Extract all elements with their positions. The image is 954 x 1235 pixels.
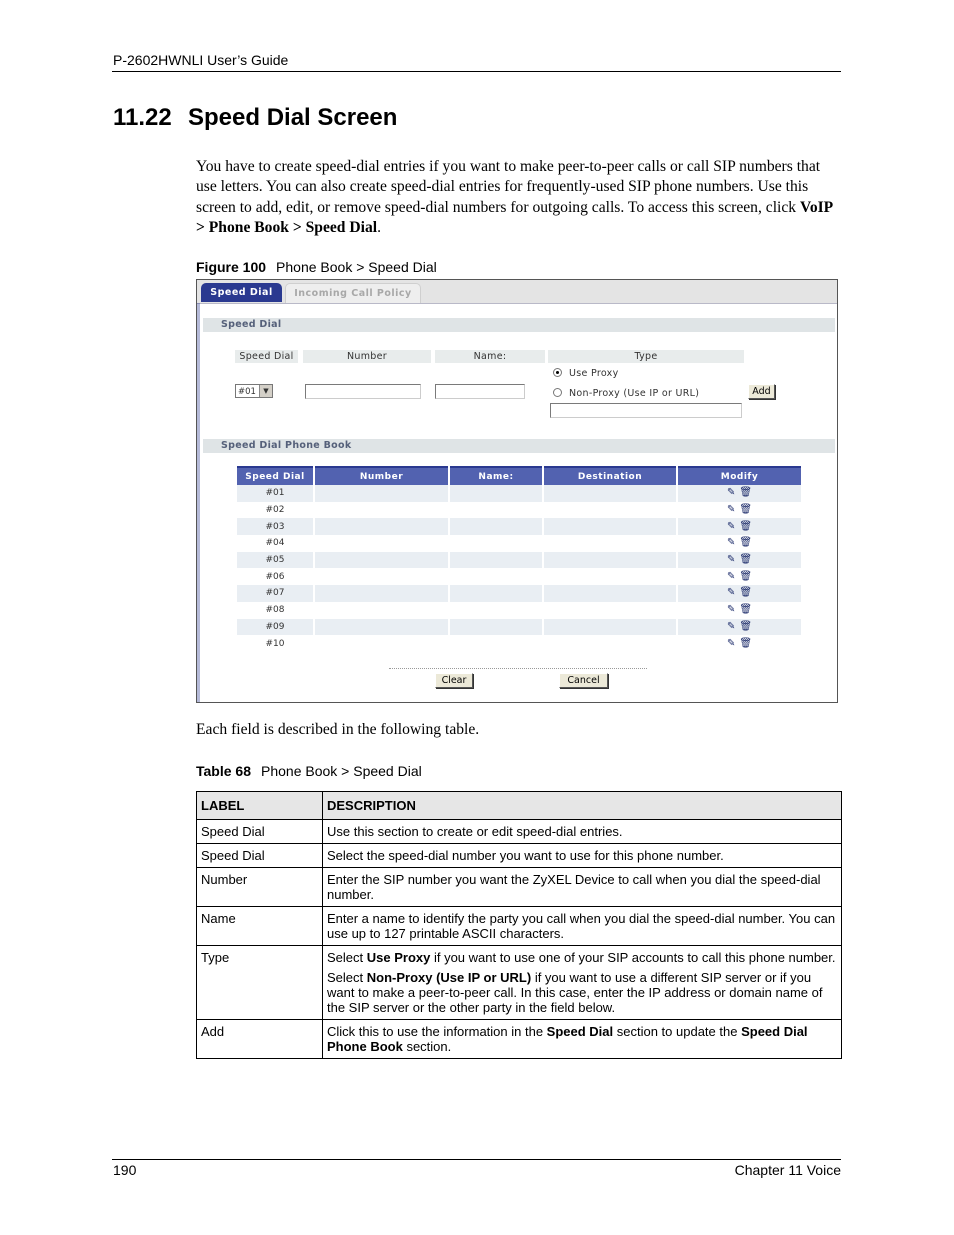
type-non-proxy-paragraph: Select Non-Proxy (Use IP or URL) if you want to use a different SIP server or if you want to make a peer-to-peer call. In this case, enter the IP address or domain name of the SIP server or the other party in the field below.	[327, 970, 823, 1015]
delete-icon[interactable]: 🗑	[739, 604, 753, 616]
speed-dial-cell: #06	[265, 571, 285, 582]
speed-dial-label: Speed Dial	[235, 350, 298, 363]
speed-dial-section-bar: Speed Dial	[203, 318, 835, 332]
table-row	[197, 907, 842, 946]
table-row	[237, 585, 801, 602]
row-description	[323, 946, 842, 1020]
row-description: Enter a name to identify the party you call when you dial the speed-dial number. You can use up to 127 printable ASCII characters.	[323, 907, 842, 946]
type-use-proxy-paragraph: Select Use Proxy if you want to use one of your SIP accounts to call this phone number.	[327, 950, 836, 965]
use-proxy-radio[interactable]	[553, 368, 562, 377]
edit-icon[interactable]: ✎	[726, 520, 736, 532]
row-description: Enter the SIP number you want the ZyXEL Device to call when you dial the speed-dial number.	[323, 868, 842, 907]
speed-dial-cell: #09	[237, 619, 313, 636]
speed-dial-cell: #08	[265, 605, 285, 616]
table-label: Table 68	[196, 763, 251, 779]
modify-cell	[678, 568, 801, 585]
footer-rule	[112, 1159, 841, 1160]
edit-icon[interactable]: ✎	[726, 637, 736, 649]
description-table	[196, 791, 842, 1059]
description-header: DESCRIPTION	[323, 792, 842, 820]
tab-incoming-call-policy[interactable]: Incoming Call Policy	[285, 283, 421, 303]
guide-title: P-2602HWNLI User’s Guide	[113, 52, 289, 68]
delete-icon[interactable]: 🗑	[739, 570, 753, 582]
phone-book-section-bar: Speed Dial Phone Book	[203, 439, 835, 453]
table-row	[237, 535, 801, 552]
phone-book-table	[235, 466, 803, 652]
col-speed-dial: Speed Dial	[237, 466, 313, 485]
row-label: Speed Dial	[197, 820, 323, 844]
non-proxy-radio[interactable]	[553, 388, 562, 397]
speed-dial-cell: #03	[237, 518, 313, 535]
desc-header-row	[197, 792, 842, 820]
speed-dial-screenshot	[196, 279, 838, 703]
row-description: Click this to use the information in the Speed Dial section to update the Speed Dial Phone Book section.	[323, 1020, 842, 1059]
destination-input[interactable]	[550, 403, 742, 418]
speed-dial-cell: #01	[237, 485, 313, 502]
table-row	[197, 868, 842, 907]
intro-paragraph	[196, 157, 841, 239]
delete-icon[interactable]: 🗑	[739, 587, 753, 599]
table-row	[237, 619, 801, 636]
figure-caption	[196, 259, 437, 275]
table-row	[237, 568, 801, 585]
delete-icon[interactable]: 🗑	[739, 504, 753, 516]
modify-cell	[678, 619, 801, 636]
edit-icon[interactable]: ✎	[726, 537, 736, 549]
chapter-label: Chapter 11 Voice	[734, 1162, 841, 1178]
col-number: Number	[315, 466, 448, 485]
table-caption	[196, 763, 422, 779]
col-name: Name:	[450, 466, 542, 485]
speed-dial-cell: #05	[237, 552, 313, 569]
modify-cell	[678, 502, 801, 519]
table-row	[237, 635, 801, 652]
non-proxy-label: Non-Proxy (Use IP or URL)	[569, 388, 700, 399]
table-row	[237, 602, 801, 619]
cancel-button[interactable]: Cancel	[559, 673, 608, 688]
chevron-down-icon[interactable]: ▼	[259, 385, 272, 397]
col-modify: Modify	[678, 466, 801, 485]
edit-icon[interactable]: ✎	[726, 487, 736, 499]
modify-cell	[678, 518, 801, 535]
edit-icon[interactable]: ✎	[726, 620, 736, 632]
page-number: 190	[113, 1162, 137, 1178]
modify-cell	[678, 635, 801, 652]
row-description: Select the speed-dial number you want to use for this phone number.	[323, 844, 842, 868]
tab-bar	[197, 280, 837, 304]
phone-book-header-row	[237, 466, 801, 485]
modify-cell	[678, 602, 801, 619]
delete-icon[interactable]: 🗑	[739, 487, 753, 499]
intro-text: You have to create speed-dial entries if you want to make peer-to-peer calls or call SIP numbers that use letters. You can also create speed-dial entries for frequently-used SIP phone numbers. Use this screen to add, edit, or remove speed-dial numbers for outgoing calls. To access this screen, click	[196, 158, 821, 216]
frame-edge	[197, 303, 200, 702]
name-input[interactable]	[435, 384, 525, 399]
table-row	[197, 946, 842, 1020]
tab-speed-dial[interactable]: Speed Dial	[201, 283, 282, 302]
speed-dial-select[interactable]	[235, 384, 273, 398]
edit-icon[interactable]: ✎	[726, 554, 736, 566]
section-title	[113, 104, 397, 132]
intro-period: .	[377, 219, 382, 237]
type-label: Type	[548, 350, 744, 363]
clear-button[interactable]: Clear	[435, 673, 473, 688]
label-header: LABEL	[197, 792, 323, 820]
edit-icon[interactable]: ✎	[726, 587, 736, 599]
table-row	[197, 844, 842, 868]
row-label: Speed Dial	[197, 844, 323, 868]
table-row	[197, 820, 842, 844]
table-caption-text: Phone Book > Speed Dial	[261, 763, 422, 779]
speed-dial-cell: #07	[237, 585, 313, 602]
section-number: 11.22	[113, 104, 172, 131]
row-label: Add	[197, 1020, 323, 1059]
modify-cell	[678, 585, 801, 602]
header-rule	[112, 71, 841, 72]
col-destination: Destination	[544, 466, 676, 485]
figure-label: Figure 100	[196, 259, 267, 275]
use-proxy-label: Use Proxy	[569, 368, 619, 379]
table-row	[237, 552, 801, 569]
table-row	[237, 518, 801, 535]
speed-dial-selected-value: #01	[238, 387, 256, 397]
delete-icon[interactable]: 🗑	[739, 537, 753, 549]
delete-icon[interactable]: 🗑	[739, 637, 753, 649]
edit-icon[interactable]: ✎	[726, 604, 736, 616]
modify-cell	[678, 485, 801, 502]
modify-cell	[678, 552, 801, 569]
table-row	[237, 485, 801, 502]
number-label: Number	[303, 350, 431, 363]
speed-dial-cell: #10	[265, 638, 285, 649]
delete-icon[interactable]: 🗑	[739, 620, 753, 632]
figure-caption-text: Phone Book > Speed Dial	[276, 259, 437, 275]
body-text: Each field is described in the following table.	[196, 721, 480, 738]
divider	[389, 668, 647, 669]
speed-dial-cell: #04	[265, 538, 285, 549]
speed-dial-cell: #02	[265, 505, 285, 516]
row-label: Number	[197, 868, 323, 907]
row-label: Type	[197, 946, 323, 1020]
row-description: Use this section to create or edit speed-dial entries.	[323, 820, 842, 844]
add-button[interactable]: Add	[748, 384, 775, 399]
edit-icon[interactable]: ✎	[726, 570, 736, 582]
row-label: Name	[197, 907, 323, 946]
edit-icon[interactable]: ✎	[726, 504, 736, 516]
name-label: Name:	[435, 350, 545, 363]
table-row	[197, 1020, 842, 1059]
section-heading: Speed Dial Screen	[188, 104, 398, 131]
intro-menu-path: VoIP > Phone Book > Speed Dial	[196, 198, 833, 237]
table-row	[237, 502, 801, 519]
modify-cell	[678, 535, 801, 552]
delete-icon[interactable]: 🗑	[739, 554, 753, 566]
delete-icon[interactable]: 🗑	[739, 520, 753, 532]
number-input[interactable]	[305, 384, 421, 399]
